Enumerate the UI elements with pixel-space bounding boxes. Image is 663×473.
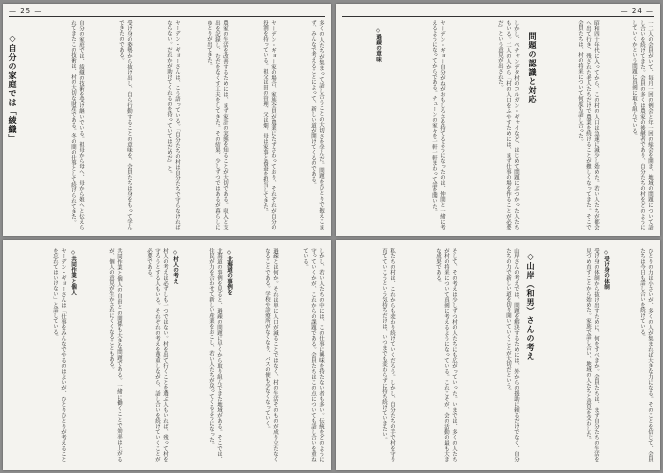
section-heading-ayaori: ◇自分の家庭では「綾織」: [8, 34, 17, 143]
text-column: しかし、若い人たちの中には、この仕事に興味を持たない者も多い。伝統をどのように守っていくかが、これからの課題である。会員たちはこの点についても話し合いを重ねている。: [302, 248, 324, 462]
page-bottom-right: [336, 240, 660, 470]
sub-heading-hokan: ◇北海道の事例を: [226, 250, 232, 296]
text-column: 自分の家庭では、綾織の技術を受け継いでいる。祖母から母へ、母から娘へと伝えられてきたこの技術は、村の大切な財産である。冬の間の仕事として続けられてきた。: [70, 20, 84, 230]
sub-heading-kaso: ◇過疎の意味: [375, 28, 381, 62]
section-heading-conflict: 問題の認識と対応: [528, 32, 537, 104]
text-column: ヤーデン・ギョー自分がねがおもしろさを持てるようになったのは、仲間と一緒に考えるようになってからである。チューンの家々を一軒一軒まわって話を聞いた。: [431, 20, 445, 230]
text-column: 受け身の姿勢から抜け出し、自ら行動することの意味を、会員たちは身をもって学んできたのである。: [118, 20, 132, 230]
text-column: 昭和四十年代に入ってから、この村の人口は急速に減少し始めた。若い人たちが都会へ出て行き、残された老人たちだけで農業を続けることが難しくなってきた。そこで会員たちは、村の将来について何度も話し合った。: [577, 20, 599, 230]
text-column: ヤーデン・ギョーさんは「仕事をみんなでやるのはよいが、ひとりひとりが考えることを忘れてはいけない」と話している。: [52, 248, 66, 462]
text-column: 受け身の体制から抜け出すために、何をすべきか。会員たちは、まず自分たちの生活を見つめ直すことから始めた。家族で話し合い、地域の人たちと意見を交わした。: [585, 248, 599, 462]
text-column: 一二人の会員がいて、毎月一回の例会と年一回の総会を開き、地域の問題について話し合いを続けてきた。会員の多くは農家の後継者であり、自分たちの村をどのようにしていくかという問題に真剣に取り組んでいる。: [631, 20, 653, 230]
sub-heading-sonjin: ◇村人の考え: [172, 250, 178, 284]
text-column: しかし、ペチャンデタ村のコルガン・ギャイなど、はじめて問題にぶつかった人たちもいる。二人の人から「村の人口をふやすためには、まず仕事の場を作ることが必要だ」という意見が出された。: [497, 20, 519, 230]
text-column: 過疎とは何か。それは単に人口が減ることではなく、村の生活そのものが成り立たなくなることである。学校や診療所がなくなり、バスの便も少なくなっていく。: [264, 248, 278, 462]
page-top-left: [3, 4, 331, 236]
text-column: 私たちの村は、これからも変わり続けていくだろう。しかし、自分たちの手で村を守り育てていこうという気持ちだけは、いつまでも変わらずに持ち続けていきたい。: [381, 248, 395, 462]
page-top-right: [336, 4, 660, 236]
section-heading-yamagishi: ◇山岸（和男）さんの考え: [526, 252, 535, 361]
text-column: ヤーデン・ギョー家の場合、家族全員が農業にたずさわっており、それぞれが自分の役割を持っている。祖父は田の管理、父は畑、母は家事と養蚕を担当してきた。: [262, 20, 276, 230]
text-column: 農家の生活を改善するためには、まず家計の実態を知ることが大切である。収入と支出を記録し、むだをなくす工夫をしてきた。その結果、少しずつではあるが暮らしにゆとりが出てきた。: [206, 20, 228, 230]
page-number: — 25 —: [9, 7, 43, 15]
page-number: — 24 —: [620, 7, 654, 15]
sub-heading-ukemi: ◇受け身の体制: [603, 250, 609, 290]
page-bottom-left: [3, 240, 331, 470]
text-column: ヤーデン・ギョーさんは、こう語っている。「自分たちの村は自分たちで守らなければならない。だれかが助けてくれるのを待っていてはだめだ」と。: [166, 20, 180, 230]
header-rule: [9, 16, 325, 17]
text-column: 共同作業と個人の自由との関係も大きな問題である。一緒に働くことで効率は上がるが、個人の意見が生かされにくくなることもある。: [108, 248, 122, 462]
text-column: 山岸さんの考えでは、問題を解決するためには、外からの援助に頼るだけでなく、自分たちの力で新しい道を切り開いていくことが大切だという。: [505, 248, 519, 462]
text-column: 多くの人たちが集まって話し合うことの大切さを学んだ。問題をひとりで抱えこまず、みんなで考えることによって、新しい道が開けてくるのである。: [310, 20, 324, 230]
text-column: ひとりの力は小さいが、多くの人が集まれば大きな力になる。そのことを信じて、会員たちは今日も話し合いを続けている。: [639, 248, 653, 462]
header-rule: [342, 16, 654, 17]
sub-heading-kyodo: ◇共同作業と個人: [70, 250, 76, 296]
text-column: 村人の考えは必ずしも一つではない。村を出て行くことを選ぶ人もいれば、残って村を守ろうとする人もいる。それぞれの考えを尊重しながら、話し合いを続けていくことが必要である。: [146, 248, 168, 462]
text-column: 北海道の事例を見ると、過疎の問題に早くから取り組んできた地域がある。そこでは、住民が力を合わせて新しい産業をおこし、若い人たちが戻ってくるようになった。: [208, 248, 222, 462]
text-column: そして、その考えは少しずつ村の人たちにも広がっていった。いまでは、多くの人たちが村の将来について真剣に考えるようになっている。これこそが、会の活動の最も大きな成果である。: [435, 248, 457, 462]
